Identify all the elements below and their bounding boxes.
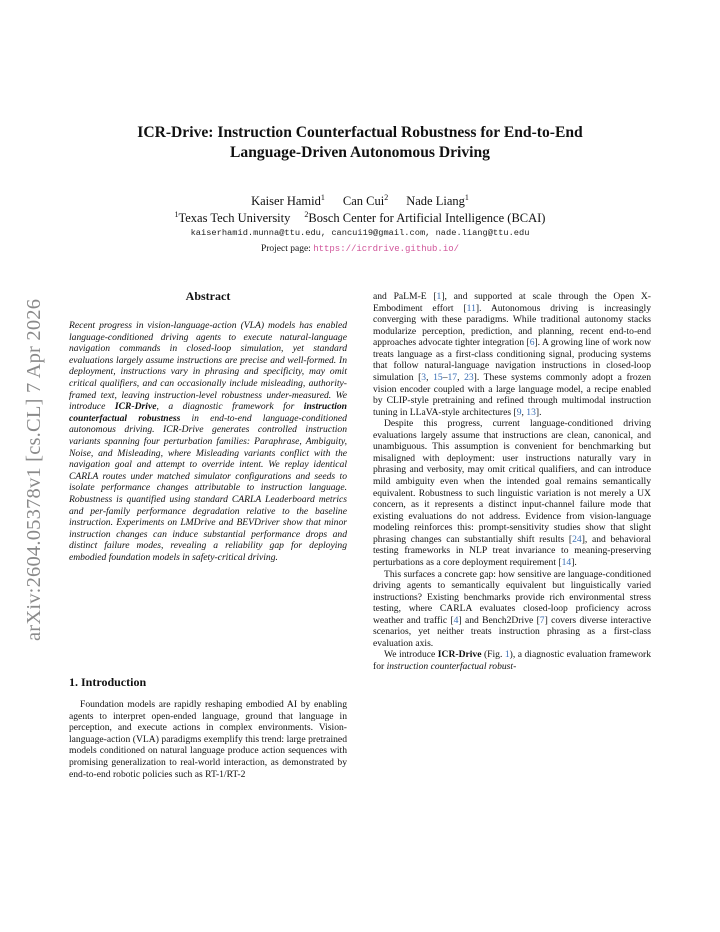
body-text: , [521,406,527,418]
citation-link[interactable]: 17 [447,371,458,383]
body-bold: ICR-Drive [437,649,482,661]
body-text: Despite this progress, current language-conditioned driving evaluations largely assume that instructions are clean, canonical, and unambiguous. This assumption is convenient for benchmarking but misaligned with deployment: user instructions naturally vary in phrasing and verbosity, may omit critical qualifiers, and can introduce mild ambiguity even when the intended goal remains semantically equivalent. Robustness to such linguistic variation is not merely a UX concern, as it represents a distinct input-channel failure mode that existing evaluations do not address. Evidence from vision-language modeling reinforces this: prompt-sensitivity studies show that slight phrasing changes can substantially shift results [ [373,418,651,545]
body-text: ]. These systems commonly adopt a frozen vision encoder coupled with a large language model, a recipe enabled by CLIP-style pretraining and refined through multimodal instruction tuning in LLaVA-style architectures [ [373,371,652,418]
abstract-text: , a diagnostic framework for [156,401,304,413]
project-page [60,243,660,255]
right-column [373,291,651,673]
body-text: ], and behavioral testing frameworks in NLP treat invariance to meaning-preserving perturbations as a core deployment requirement [ [373,533,651,568]
affil-mark: 1 [174,210,179,219]
body-text: ]. A growing line of work now treats language as a first-class conditioning signal, producing systems that follow natural-language navigation instructions in closed-loop simulation [ [373,337,651,383]
citation-link[interactable]: 9 [516,406,522,418]
citation-link[interactable]: 6 [529,337,535,349]
author-affil-mark: 1 [464,193,469,202]
section-heading-introduction: 1. Introduction [69,675,147,689]
intro-paragraph-1: Foundation models are rapidly reshaping embodied AI by enabling agents to interpret open-ended language, ground that language in perception, and execute actions in complex environments. Vision-language-action (VLA) paradigms exemplify this trend: large pretrained models conditioned on natural language produce action sequences with promising generalization to real-world interaction, as demonstrated by end-to-end robotic policies such as RT-1/RT-2 [69,699,347,780]
figure-ref-link[interactable]: 1 [504,649,510,661]
citation-link[interactable]: 11 [466,302,476,314]
citation-link[interactable]: 1 [436,291,442,302]
abstract-text: in end-to-end language-conditioned autonomous driving. ICR-Drive generates controlled instruction variants spanning four perturbation families: Paraphrase, Ambiguity, Noise, and Misleading, where Misleading variants conflict with the navigation goal and attempt to override intent. We replay identical CARLA routes under matched simulator configurations and seeds to isolate performance changes attributable to instruction language. Robustness is quantified using standard CARLA Leaderboard metrics and per-family performance degradation relative to the baseline instruction. Experiments on LMDrive and BEVDriver show that minor instruction changes can induce substantial performance drops and distinct failure modes, revealing a reliability gap for deploying embodied foundation models in safety-critical driving. [69,412,347,563]
body-text: This surfaces a concrete gap: how sensitive are language-conditioned driving agents to semantically equivalent but linguistically varied instructions? Existing benchmarks provide rich environmental stress testing, where CARLA evaluates closed-loop proficiency across weather and traffic [ [373,568,651,626]
project-page-label: Project page: [260,244,311,254]
citation-link[interactable]: 13 [526,406,536,418]
body-text: (Fig. [481,649,505,661]
abstract-body [69,320,347,563]
author-name: Nade Liang [406,194,465,208]
affiliation-name: Texas Tech University [178,211,291,225]
body-text: – [442,371,448,383]
author-affil-mark: 2 [384,193,389,202]
body-text: ), a diagnostic evaluation framework for [373,649,651,672]
body-text: ]. Autonomous driving is increasingly converging with these paradigms. While traditional autonomy stacks modularize perception, prediction, and planning, recent end-to-end approaches advocate tighter integration [ [373,302,652,349]
intro-paragraph [69,699,347,780]
paper-title [60,123,660,163]
body-text: , [426,371,434,383]
abstract-text: Recent progress in vision-language-action (VLA) models has enabled language-conditioned driving agents to execute natural-language navigation commands in closed-loop simulation, yet standard evaluations largely assume instructions are precise and well-formed. In deployment, instructions vary in phrasing and specificity, may omit critical qualifiers, and can occasionally include misleading, authority-framed text, leaving instruction-level robustness under-measured. We introduce [69,320,347,413]
arxiv-stamp-text: arXiv:2604.05378v1 [cs.CL] 7 Apr 2026 [23,298,45,641]
body-text: , [457,371,465,383]
citation-link[interactable]: 3 [421,371,427,383]
citation-link[interactable]: 15 [433,371,443,383]
author-emails: kaiserhamid.munna@ttu.edu, cancui19@gmail.com, nade.liang@ttu.edu [190,228,530,238]
arxiv-stamp [10,263,50,643]
right-paragraph-4 [373,649,651,672]
body-italic: instruction counterfactual robust- [386,661,517,672]
right-paragraph-3 [373,569,651,650]
abstract-heading: Abstract [185,289,231,303]
author-affil-mark: 1 [320,193,325,202]
abstract-bold: ICR-Drive [114,401,157,413]
citation-link[interactable]: 4 [453,614,459,626]
body-text: ]. [571,556,577,568]
right-paragraph-1 [373,291,651,418]
author-name: Kaiser Hamid [251,194,321,208]
affiliation-name: Bosch Center for Artificial Intelligence (BCAI) [308,211,546,225]
abstract-bold: instruction counterfactual robustness [69,401,347,424]
body-text: and PaLM-E [ [373,291,437,302]
citation-link[interactable]: 24 [572,533,582,545]
body-text: ] covers diverse interactive scenarios, yet neither treats instruction phrasing as a first-class evaluation axis. [373,614,651,649]
body-text: ], and supported at scale through the Open X-Embodiment effort [ [373,291,651,314]
author-name: Can Cui [342,194,385,208]
affiliation-list [60,207,660,226]
citation-link[interactable]: 7 [539,614,545,626]
paper-title-line1: ICR-Drive: Instruction Counterfactual Robustness for End-to-End [137,124,583,141]
project-page-link[interactable]: https://icrdrive.github.io/ [313,244,460,254]
citation-link[interactable]: 14 [561,556,572,568]
paper-title-line2: Language-Driven Autonomous Driving [230,144,490,161]
affil-mark: 2 [304,210,309,219]
citation-link[interactable]: 23 [464,371,474,383]
body-text: ] and Bench2Drive [ [458,614,540,626]
body-text: We introduce [384,649,438,661]
right-paragraph-2 [373,418,651,568]
body-text: ]. [535,406,542,418]
